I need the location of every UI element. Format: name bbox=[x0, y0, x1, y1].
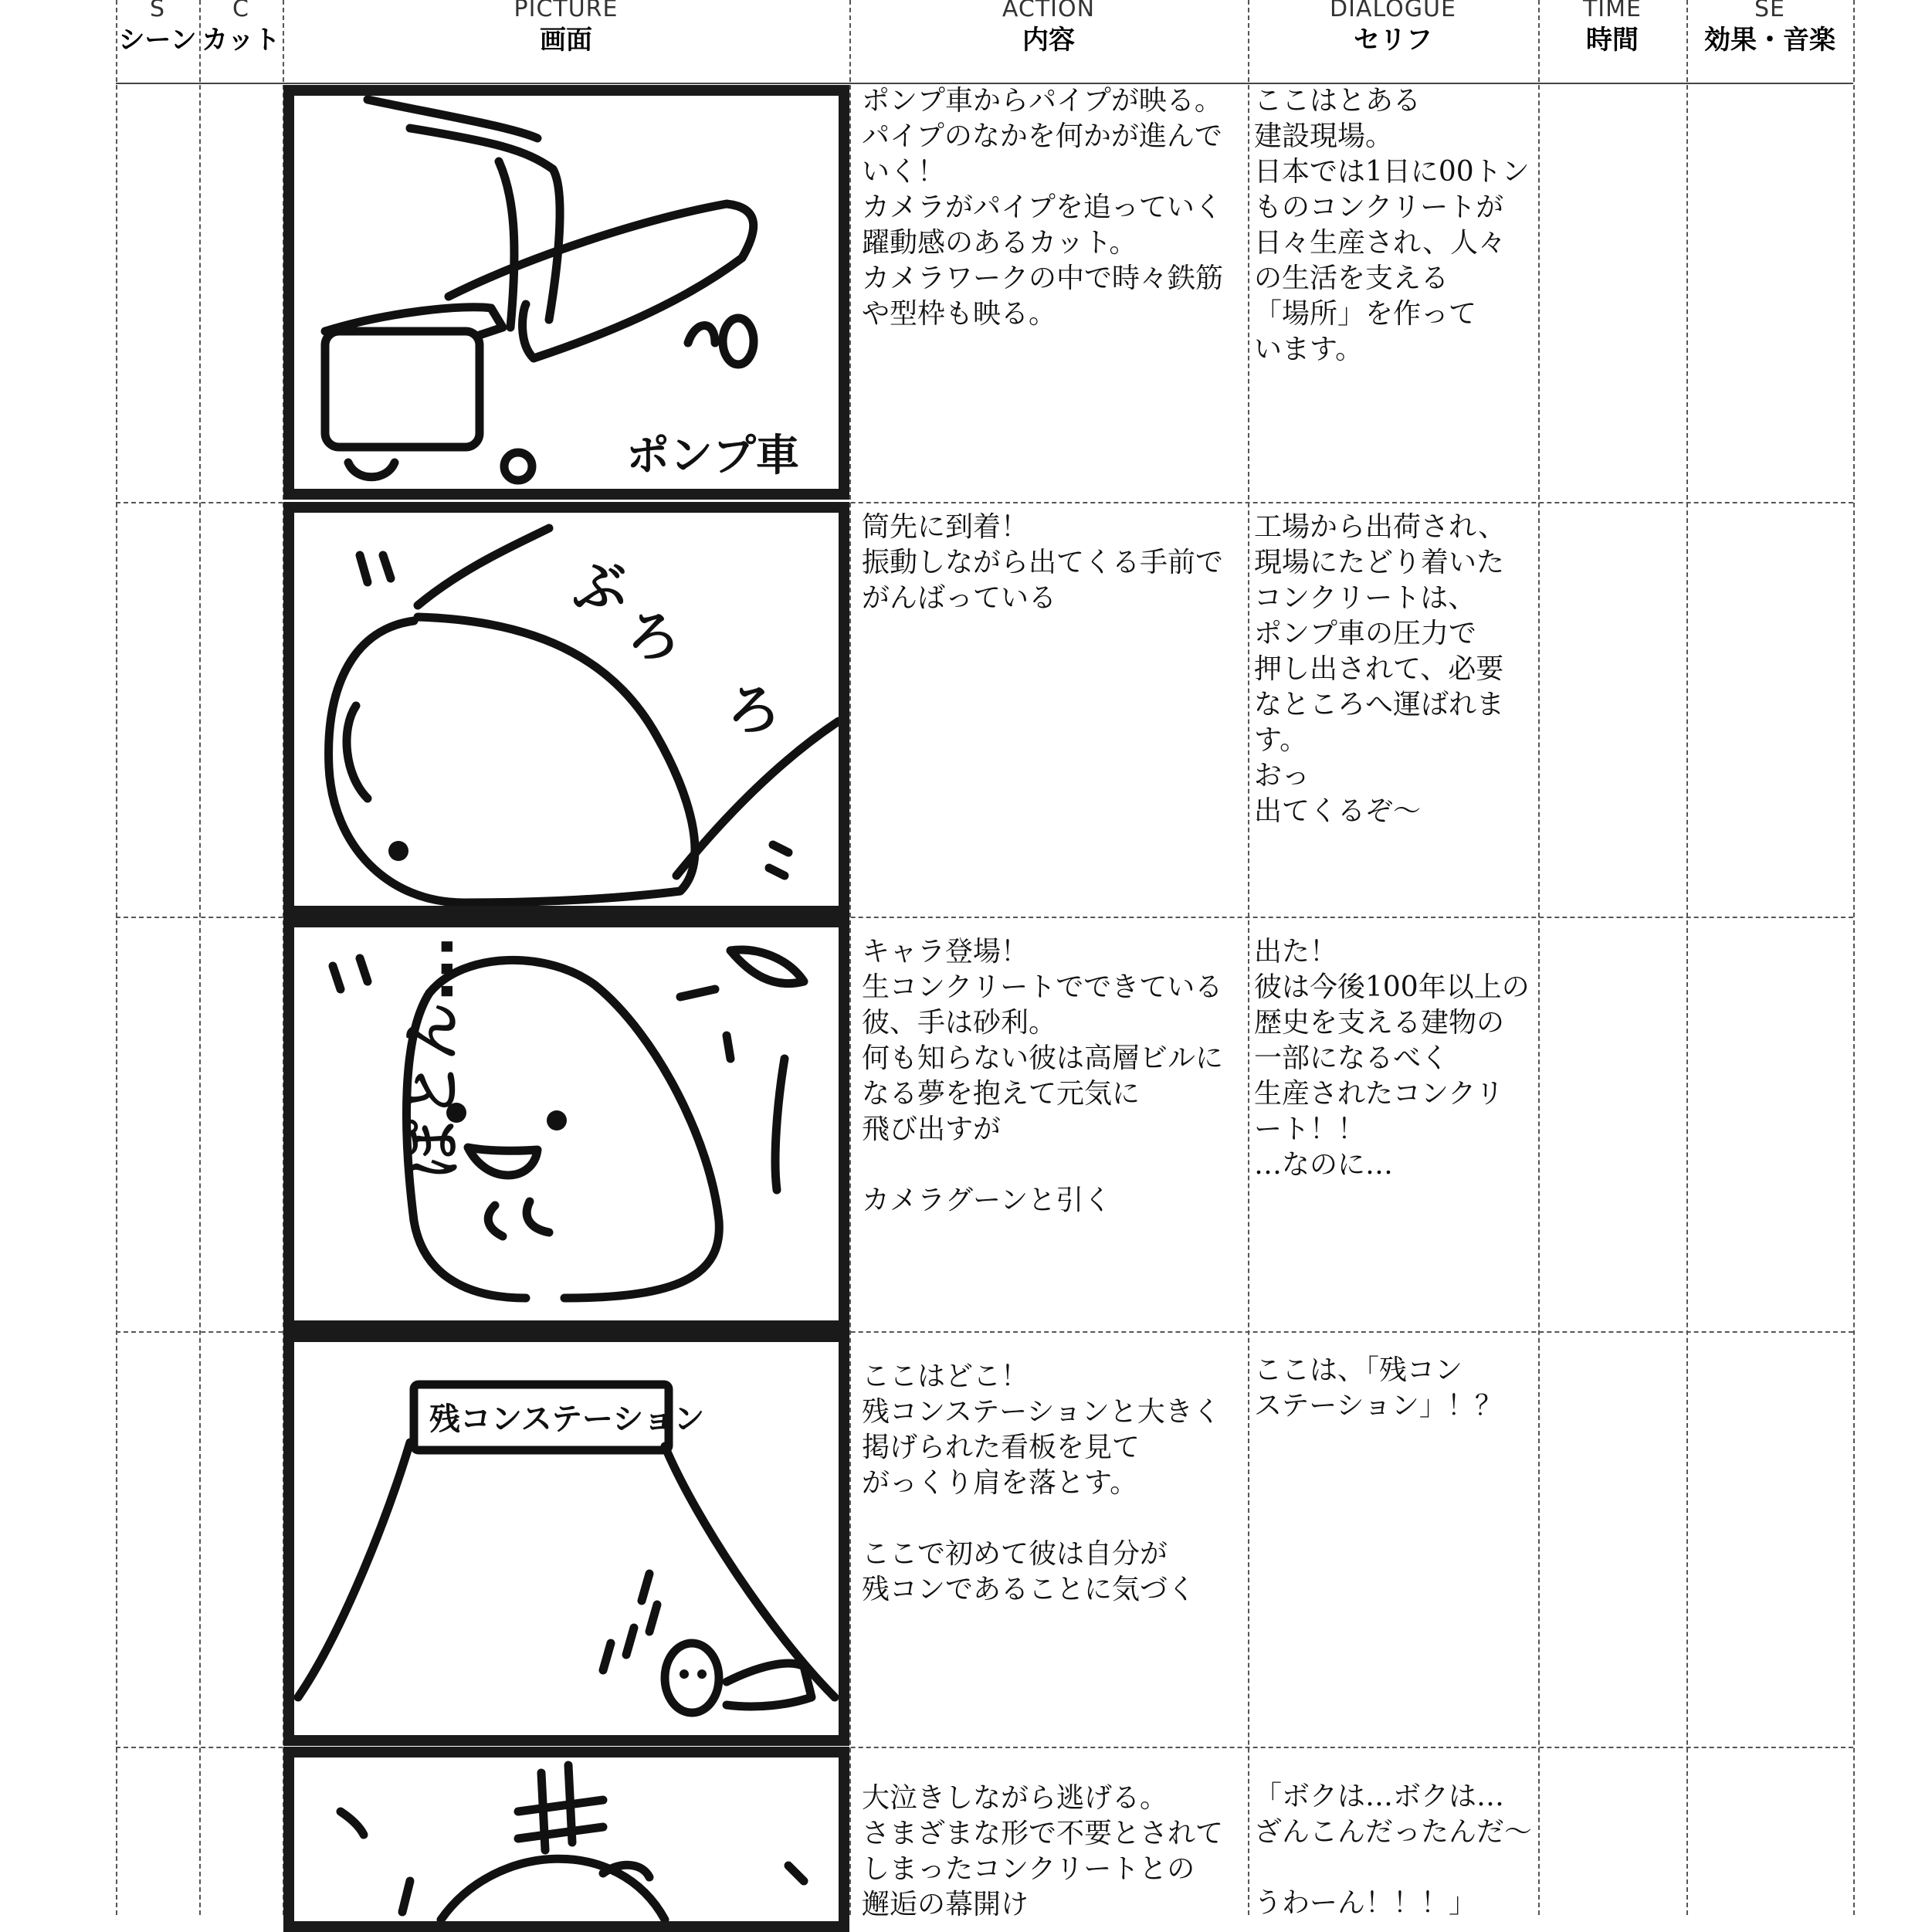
header-time-en: TIME bbox=[1582, 0, 1642, 22]
column-divider bbox=[1853, 0, 1855, 1915]
sound-effect-poton: ぽとん... bbox=[398, 935, 466, 1178]
column-divider bbox=[116, 0, 117, 1915]
sound-effect-ro-2: ろ bbox=[727, 679, 781, 742]
header-cut-ja: カット bbox=[202, 25, 280, 56]
header-se-ja: 効果・音楽 bbox=[1704, 25, 1835, 56]
picture-panel-station bbox=[283, 1331, 849, 1746]
header-se bbox=[1686, 0, 1853, 57]
header-cut-en: C bbox=[232, 0, 249, 22]
action-cell-5: 大泣きしながら逃げる。 さまざまな形で不要とされて しまったコンクリートとの 邂逅の幕開け bbox=[862, 1782, 1224, 1920]
pump-truck-sketch bbox=[294, 96, 839, 489]
nozzle-sketch bbox=[294, 513, 839, 906]
header-dialogue-ja: セリフ bbox=[1354, 25, 1432, 56]
header-time bbox=[1538, 0, 1686, 57]
header-cut bbox=[199, 0, 283, 57]
header-picture bbox=[283, 0, 849, 57]
header-action-ja: 内容 bbox=[1022, 25, 1075, 56]
dialogue-cell-3: 出た！ 彼は今後100年以上の 歴史を支える建物の 一部になるべく 生産されたコンクリ ート！！ …なのに… bbox=[1254, 936, 1530, 1181]
header-dialogue-en: DIALOGUE bbox=[1330, 0, 1456, 22]
header-scene bbox=[116, 0, 199, 57]
sound-effect-bu: ぶ bbox=[572, 555, 626, 619]
pump-truck-label: ポンプ車 bbox=[626, 431, 799, 481]
header-scene-ja: シーン bbox=[118, 25, 197, 56]
header-picture-ja: 画面 bbox=[540, 25, 592, 56]
header-se-en: SE bbox=[1754, 0, 1785, 22]
sound-effect-ro-1: ろ bbox=[626, 605, 680, 669]
picture-panel-character bbox=[283, 917, 849, 1331]
station-sketch bbox=[294, 1342, 839, 1735]
column-divider bbox=[1248, 0, 1249, 1915]
character-sketch bbox=[294, 927, 839, 1320]
column-divider bbox=[849, 0, 851, 1915]
action-cell-4: ここはどこ！ 残コンステーションと大きく 掲げられた看板を見て がっくり肩を落とす。 ここで初めて彼は自分が 残コンであることに気づく bbox=[862, 1361, 1221, 1605]
dialogue-cell-4: ここは、「残コン ステーション」！？ bbox=[1254, 1354, 1503, 1422]
dialogue-cell-2: 工場から出荷され、 現場にたどり着いた コンクリートは、 ポンプ車の圧力で 押し出されて、必要 なところへ運ばれます。 おっ 出てくるぞ〜 bbox=[1254, 511, 1507, 827]
station-sign-label: 残コンステーション bbox=[429, 1402, 705, 1437]
header-picture-en: PICTURE bbox=[513, 0, 619, 22]
picture-panel-pump-truck bbox=[283, 85, 849, 500]
header-time-ja: 時間 bbox=[1586, 25, 1639, 56]
header-action-en: ACTION bbox=[1002, 0, 1096, 22]
header-scene-en: S bbox=[149, 0, 166, 22]
column-divider bbox=[199, 0, 201, 1915]
header-action bbox=[849, 0, 1248, 57]
header-dialogue bbox=[1248, 0, 1538, 57]
column-divider bbox=[1686, 0, 1688, 1915]
action-cell-2: 筒先に到着！ 振動しながら出てくる手前で がんばっている bbox=[862, 511, 1224, 614]
picture-panel-crying bbox=[283, 1747, 849, 1932]
crying-sketch bbox=[294, 1757, 839, 1932]
action-cell-1: ポンプ車からパイプが映る。 パイプのなかを何かが進んで いく！ カメラがパイプを追っていく 躍動感のあるカット。 カメラワークの中で時々鉄筋 や型枠も映る。 bbox=[862, 85, 1224, 330]
dialogue-cell-5: 「ボクは…ボクは… ざんこんだったんだ〜 うわーん！！！」 bbox=[1254, 1781, 1533, 1919]
action-cell-3: キャラ登場！ 生コンクリートでできている 彼、手は砂利。 何も知らない彼は高層ビルに なる夢を抱えて元気に 飛び出すが カメラグーンと引く bbox=[862, 936, 1224, 1216]
dialogue-cell-1: ここはとある 建設現場。 日本では1日に00トン ものコンクリートが 日々生産され、人々 の生活を支える 「場所」を作って います。 bbox=[1254, 85, 1530, 365]
picture-panel-nozzle bbox=[283, 502, 849, 917]
